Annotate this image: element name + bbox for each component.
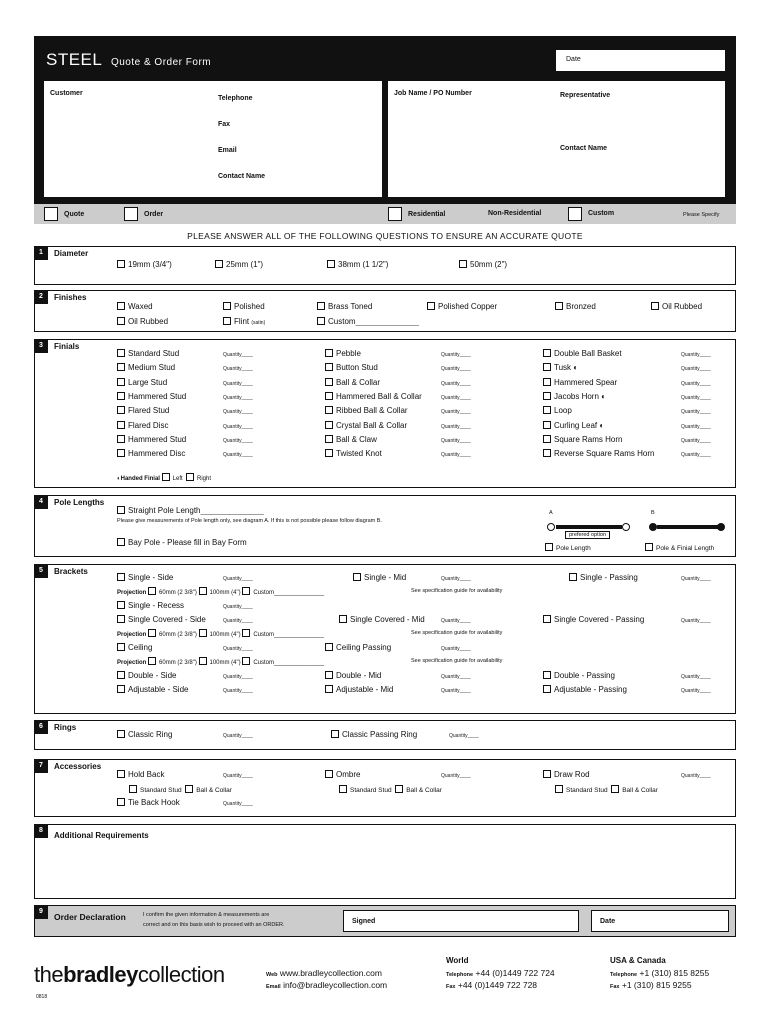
declaration-date-field[interactable]: Date [591, 910, 729, 932]
order-label: Order [144, 211, 164, 218]
spec-note: See specification guide for availability [411, 630, 503, 636]
bracket-checkbox[interactable] [117, 643, 125, 651]
finial-option[interactable]: Medium Stud [117, 363, 175, 372]
finial-option[interactable]: Twisted Knot [325, 449, 382, 458]
finial-quantity[interactable]: Quantity____ [223, 409, 253, 416]
finial-option[interactable]: Ball & Claw [325, 435, 377, 444]
bracket-quantity[interactable]: Quantity____ [681, 688, 711, 694]
bracket-checkbox[interactable] [117, 671, 125, 679]
bracket-option[interactable]: Single - Recess [117, 601, 184, 610]
finial-quantity[interactable]: Quantity____ [681, 366, 711, 373]
finial-checkbox[interactable] [543, 406, 551, 414]
bracket-quantity[interactable]: Quantity____ [681, 674, 711, 680]
finial-option[interactable]: Ribbed Ball & Collar [325, 406, 408, 415]
finial-checkbox[interactable] [117, 435, 125, 443]
bracket-quantity[interactable]: Quantity____ [441, 576, 471, 582]
finial-quantity[interactable]: Quantity____ [223, 394, 253, 401]
bracket-quantity[interactable]: Quantity____ [441, 674, 471, 680]
job-box[interactable]: Job Name / PO Number Representative Contact Name [388, 81, 725, 197]
quote-checkbox[interactable] [44, 207, 58, 221]
bracket-quantity[interactable]: Quantity____ [441, 646, 471, 652]
order-checkbox[interactable] [124, 207, 138, 221]
bracket-option[interactable]: Single - Side [117, 573, 173, 582]
bracket-checkbox[interactable] [353, 573, 361, 581]
non-residential-label: Non-Residential [488, 210, 542, 217]
section-finishes: 2 Finishes Waxed Polished Brass Toned Polished Copper Bronzed Oil Rubbed Oil Rubbed Flint (satin) Custom___________________ [34, 290, 736, 332]
finial-checkbox[interactable] [325, 392, 333, 400]
spec-note: See specification guide for availability [411, 588, 503, 594]
projection-row: Projection 60mm (2 3/8") 100mm (4") Custom_______________ [117, 587, 324, 596]
bracket-checkbox[interactable] [325, 643, 333, 651]
finial-option[interactable]: Curling Leaf ◐ [543, 421, 604, 430]
form-code: 0818 [36, 994, 48, 1000]
finial-checkbox[interactable] [543, 435, 551, 443]
finial-checkbox[interactable] [325, 363, 333, 371]
bracket-option[interactable]: Single Covered - Passing [543, 615, 644, 624]
finial-quantity[interactable]: Quantity____ [441, 423, 471, 430]
finial-checkbox[interactable] [325, 449, 333, 457]
finial-option[interactable]: Ball & Collar [325, 378, 380, 387]
web-link[interactable]: Web www.bradleycollection.com [266, 968, 382, 978]
bracket-checkbox[interactable] [117, 615, 125, 623]
finial-checkbox[interactable] [543, 392, 551, 400]
bracket-option[interactable]: Adjustable - Mid [325, 685, 393, 694]
finial-quantity[interactable]: Quantity____ [681, 394, 711, 401]
finial-checkbox[interactable] [543, 378, 551, 386]
finial-checkbox[interactable] [117, 406, 125, 414]
bracket-option[interactable]: Adjustable - Side [117, 685, 188, 694]
finial-option[interactable]: Flared Disc [117, 421, 168, 430]
bracket-checkbox[interactable] [325, 671, 333, 679]
finial-quantity[interactable]: Quantity____ [441, 352, 471, 358]
usa-telephone: Telephone +1 (310) 815 8255 [610, 968, 710, 978]
finial-option[interactable]: Large Stud [117, 378, 167, 387]
finial-option[interactable]: Loop [543, 406, 572, 415]
finial-checkbox[interactable] [117, 392, 125, 400]
custom-label: Custom [588, 210, 615, 217]
finial-option[interactable]: Hammered Ball & Collar [325, 392, 422, 401]
finial-option[interactable]: Crystal Ball & Collar [325, 421, 407, 430]
bracket-quantity[interactable]: Quantity____ [223, 674, 253, 680]
bracket-quantity[interactable]: Quantity____ [223, 576, 253, 582]
instruction-text: PLEASE ANSWER ALL OF THE FOLLOWING QUESTIONS TO ENSURE AN ACCURATE QUOTE [187, 231, 583, 241]
bracket-option[interactable]: Double - Passing [543, 671, 615, 680]
section-declaration: 9 Order Declaration I confirm the given information & measurements are correct and on this basis wish to proceed with an ORDER. Signed Date [34, 905, 736, 937]
bracket-checkbox[interactable] [543, 685, 551, 693]
finial-option[interactable]: Hammered Spear [543, 378, 617, 387]
bracket-checkbox[interactable] [117, 573, 125, 581]
finial-a-right [622, 523, 630, 531]
finial-option[interactable]: Standard Stud [117, 349, 179, 358]
finial-checkbox[interactable] [325, 421, 333, 429]
finial-option[interactable]: Button Stud [325, 363, 378, 372]
finial-checkbox[interactable] [117, 349, 125, 357]
bracket-checkbox[interactable] [325, 685, 333, 693]
finial-checkbox[interactable] [117, 378, 125, 386]
finial-quantity[interactable]: Quantity____ [681, 409, 711, 416]
finial-checkbox[interactable] [325, 435, 333, 443]
type-bar [34, 204, 736, 224]
pole-b [657, 525, 719, 529]
finial-checkbox[interactable] [117, 421, 125, 429]
section-rings: 6 Rings Classic Ring Quantity____ Classic Passing Ring Quantity____ [34, 720, 736, 750]
bracket-quantity[interactable]: Quantity____ [681, 618, 711, 624]
bracket-option[interactable]: Single - Mid [353, 573, 406, 582]
finial-quantity[interactable]: Quantity____ [681, 423, 711, 430]
bracket-checkbox[interactable] [117, 601, 125, 609]
finial-option[interactable]: Hammered Stud [117, 435, 186, 444]
date-field[interactable]: Date [556, 50, 725, 71]
finial-quantity[interactable]: Quantity____ [223, 437, 253, 444]
finial-a-left [547, 523, 555, 531]
finial-checkbox[interactable] [117, 449, 125, 457]
bracket-quantity[interactable]: Quantity____ [223, 604, 253, 610]
bracket-option[interactable]: Single Covered - Mid [339, 615, 425, 624]
finial-quantity[interactable]: Quantity____ [223, 423, 253, 430]
usa-fax: Fax +1 (310) 815 9255 [610, 980, 692, 990]
bracket-option[interactable]: Double - Mid [325, 671, 381, 680]
projection-row: Projection 60mm (2 3/8") 100mm (4") Custom_______________ [117, 629, 324, 638]
bracket-option[interactable]: Adjustable - Passing [543, 685, 627, 694]
finial-quantity[interactable]: Quantity____ [441, 366, 471, 373]
world-fax: Fax +44 (0)1449 722 728 [446, 980, 538, 990]
bracket-checkbox[interactable] [569, 573, 577, 581]
bracket-quantity[interactable]: Quantity____ [441, 618, 471, 624]
finial-checkbox[interactable] [543, 363, 551, 371]
email-link[interactable]: Email info@bradleycollection.com [266, 980, 388, 990]
finial-quantity[interactable]: Quantity____ [441, 437, 471, 444]
residential-checkbox[interactable] [388, 207, 402, 221]
finial-checkbox[interactable] [117, 363, 125, 371]
finial-b-left [649, 523, 657, 531]
finial-quantity[interactable]: Quantity____ [681, 452, 711, 459]
bracket-checkbox[interactable] [117, 685, 125, 693]
section-finials: 3 Finials Standard Stud Quantity____ Medium Stud Quantity____ Large Stud Quantity____ Hammered Stud Quantity____ Flared Stud Quantity____ Flared Disc Quantity____ Hammered Stud Quantity____ Hammered Disc Quantity____ Pebble Quantity____ Button Stud Quantity____ Ball & Collar Quantity____ Hammered Ball & Collar Quantity____ Ribbed Ball & Collar Quantity____ Crystal Ball & Collar Quantity____ Ball & Claw Quantity____ Twisted Knot Quantity____ Double Ball Basket Quantity____ Tusk ◐ Quantity____ Hammered Spear Quantity____ Jacobs Horn ◐ Quantity____ Loop Quantity____ Curling Leaf ◐ Quantity____ Square Rams Horn Quantity____ Reverse Square Rams Horn Quantity____ ◐Handed Finial Left Right [34, 339, 736, 488]
signed-field[interactable]: Signed [343, 910, 579, 932]
spec-note: See specification guide for availability [411, 658, 503, 664]
finial-checkbox[interactable] [325, 349, 333, 357]
finial-checkbox[interactable] [543, 449, 551, 457]
bracket-quantity[interactable]: Quantity____ [441, 688, 471, 694]
finial-option[interactable]: Reverse Square Rams Horn [543, 449, 654, 458]
pole-a [556, 525, 622, 529]
finial-quantity[interactable]: Quantity____ [223, 352, 253, 358]
finial-checkbox[interactable] [325, 378, 333, 386]
finial-quantity[interactable]: Quantity____ [681, 352, 711, 358]
finial-option[interactable]: Square Rams Horn [543, 435, 622, 444]
residential-label: Residential [408, 211, 446, 218]
finial-checkbox[interactable] [543, 349, 551, 357]
finial-option[interactable]: Flared Stud [117, 406, 169, 415]
form-title: STEEL Quote & Order Form [46, 50, 212, 69]
bracket-checkbox[interactable] [543, 615, 551, 623]
bracket-option[interactable]: Single Covered - Side [117, 615, 206, 624]
finial-quantity[interactable]: Quantity____ [441, 452, 471, 459]
finial-quantity[interactable]: Quantity____ [223, 366, 253, 373]
bracket-quantity[interactable]: Quantity____ [223, 646, 253, 652]
finial-option[interactable]: Pebble [325, 349, 361, 358]
finial-checkbox[interactable] [543, 421, 551, 429]
finial-option[interactable]: Tusk ◐ [543, 363, 578, 372]
brand-logo: thebradleycollection [34, 962, 225, 987]
finial-option[interactable]: Hammered Disc [117, 449, 185, 458]
bracket-option[interactable]: Ceiling Passing [325, 643, 391, 652]
bracket-quantity[interactable]: Quantity____ [223, 618, 253, 624]
bracket-checkbox[interactable] [543, 671, 551, 679]
bracket-option[interactable]: Single - Passing [569, 573, 638, 582]
finial-quantity[interactable]: Quantity____ [441, 409, 471, 416]
finial-quantity[interactable]: Quantity____ [681, 437, 711, 444]
finial-quantity[interactable]: Quantity____ [223, 380, 253, 387]
projection-row: Projection 60mm (2 3/8") 100mm (4") Custom_______________ [117, 657, 324, 666]
section-additional[interactable]: 8 Additional Requirements [34, 824, 736, 899]
bracket-option[interactable]: Ceiling [117, 643, 152, 652]
finial-checkbox[interactable] [325, 406, 333, 414]
finial-quantity[interactable]: Quantity____ [441, 394, 471, 401]
finial-option[interactable]: Hammered Stud [117, 392, 186, 401]
finial-option[interactable]: Double Ball Basket [543, 349, 622, 358]
quote-label: Quote [64, 211, 85, 218]
section-pole-lengths: 4 Pole Lengths Straight Pole Length___________________ Please give measurements of Pole length only, see diagram A. If this is not possible please follow diagram B. Bay Pole - Please fill in Bay Form A B prefered option Pole Length Pole & Finial Length [34, 495, 736, 557]
non-residential-checkbox[interactable] [468, 207, 482, 221]
please-specify: Please Specify [683, 212, 720, 218]
bracket-quantity[interactable]: Quantity____ [223, 688, 253, 694]
bracket-quantity[interactable]: Quantity____ [681, 576, 711, 582]
bracket-checkbox[interactable] [339, 615, 347, 623]
finial-quantity[interactable]: Quantity____ [681, 380, 711, 387]
customer-box[interactable]: Customer Telephone Fax Email Contact Name [44, 81, 382, 197]
finial-quantity[interactable]: Quantity____ [223, 452, 253, 459]
world-telephone: Telephone +44 (0)1449 722 724 [446, 968, 555, 978]
world-heading: World [446, 956, 469, 965]
finial-b-right [717, 523, 725, 531]
section-diameter: 1 Diameter 19mm (3/4") 25mm (1") 38mm (1 1/2") 50mm (2") [34, 246, 736, 285]
bracket-option[interactable]: Double - Side [117, 671, 176, 680]
finial-option[interactable]: Jacobs Horn ◐ [543, 392, 606, 401]
finial-quantity[interactable]: Quantity____ [441, 380, 471, 387]
section-accessories: 7 Accessories Hold Back Quantity____ Ombre Quantity____ Draw Rod Quantity____ Standard Stud Ball & Collar Standard Stud Ball & Collar Standard Stud Ball & Collar Tie Back Hook Quantity____ [34, 759, 736, 817]
section-brackets: 5 Brackets Single - Side Quantity____ Single - Mid Quantity____ Single - Passing Quantity____ Projection 60mm (2 3/8") 100mm (4") Custom_______________ See specification guide for availability Single - Recess Quantity____ Single Covered - Side Quantity____ Single Covered - Mid Quantity____ Single Covered - Passing Quantity____ Projection 60mm (2 3/8") 100mm (4") Custom_______________ See specification guide for availability Ceiling Quantity____ Ceiling Passing Quantity____ Projection 60mm (2 3/8") 100mm (4") Custom_______________ See specification guide for availability Double - Side Quantity____ Double - Mid Quantity____ Double - Passing Quantity____ Adjustable - Side Quantity____ Adjustable - Mid Quantity____ Adjustable - Passing Quantity____ [34, 564, 736, 714]
usa-heading: USA & Canada [610, 956, 666, 965]
custom-checkbox[interactable] [568, 207, 582, 221]
